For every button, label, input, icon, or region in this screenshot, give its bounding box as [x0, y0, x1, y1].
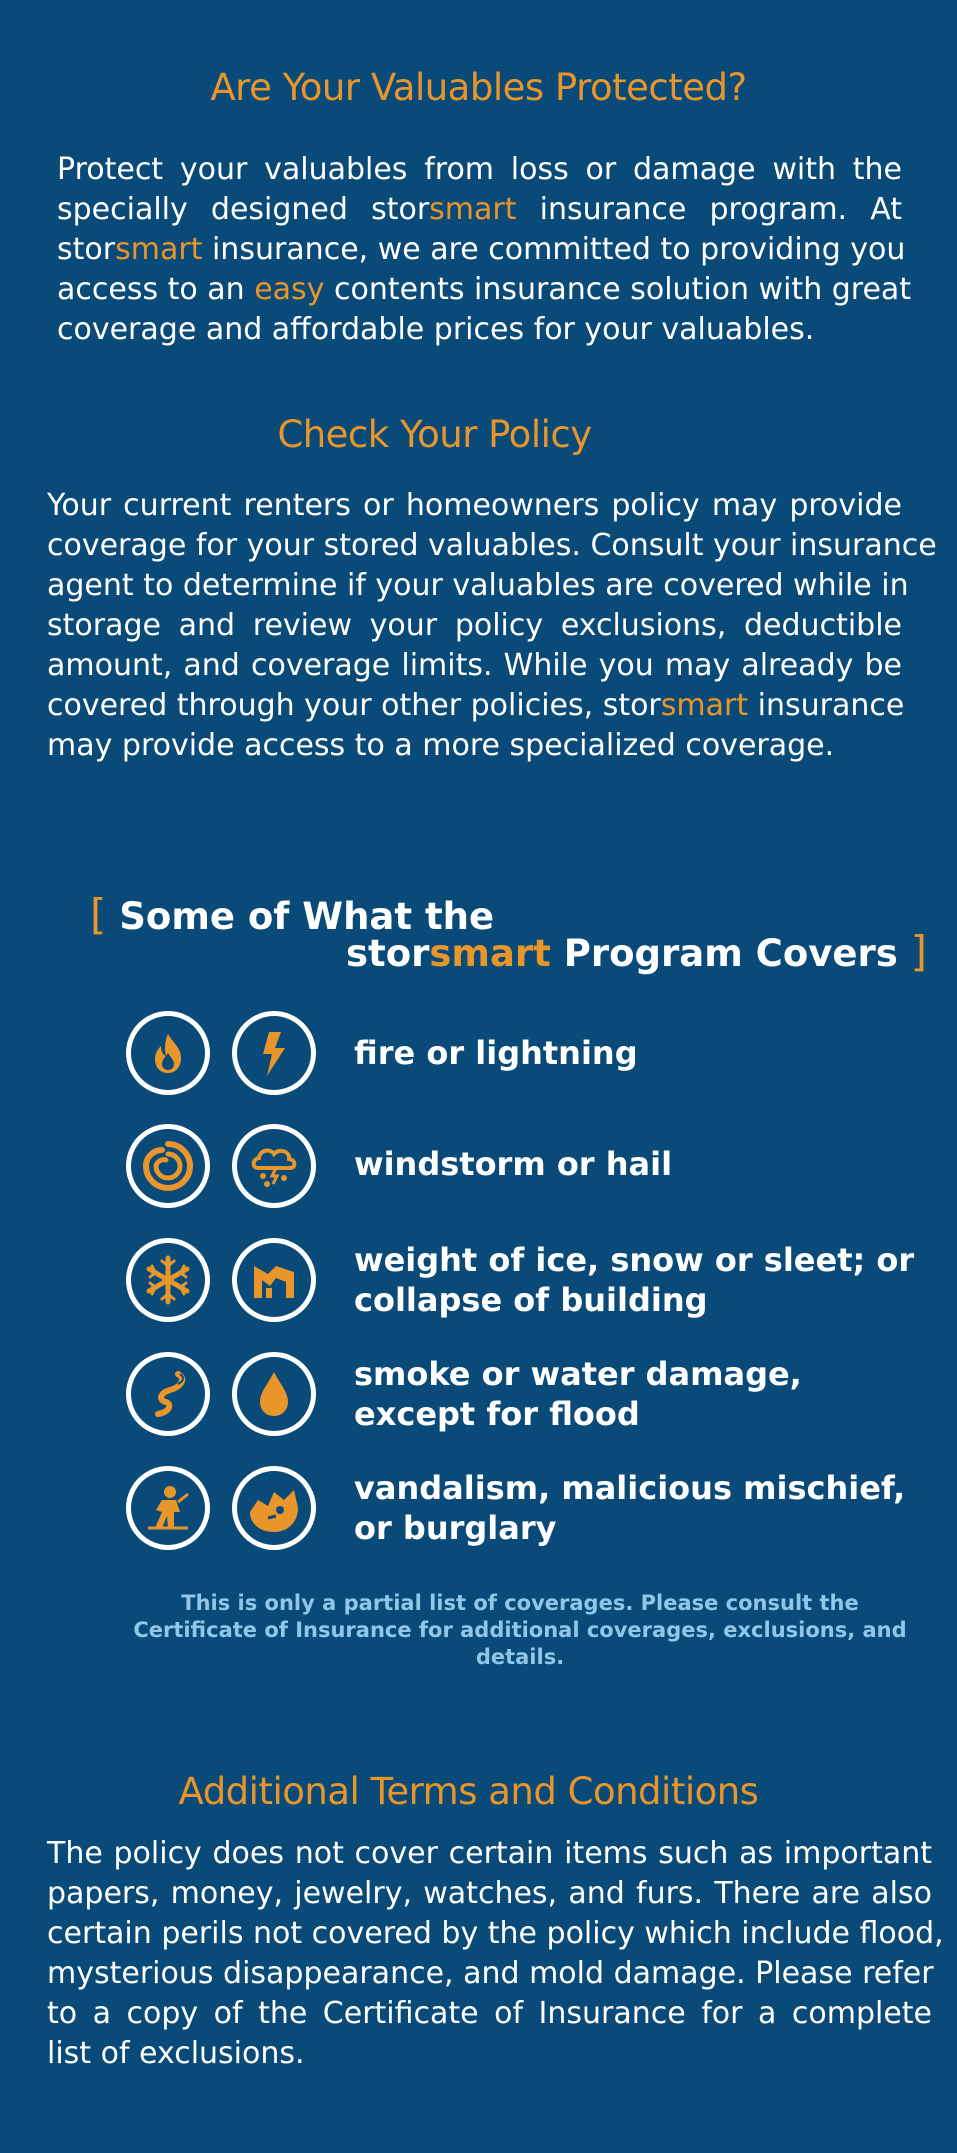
- coverage-text-windstorm: windstorm or hail: [354, 1145, 673, 1183]
- text-run: papers, money, jewelry, watches, and furs. There are also: [47, 1876, 932, 1911]
- coverage-text-smoke-line2: except for flood: [354, 1395, 640, 1433]
- coverage-item-smoke: [126, 1352, 926, 1452]
- text-line: [47, 726, 902, 766]
- vandalism-icon: [232, 1466, 316, 1550]
- coverage-text-ice: [354, 1240, 914, 1320]
- text-line: [47, 526, 937, 566]
- text-run: stor: [57, 232, 116, 267]
- text-run: Protect your valuables from loss or damage with the: [57, 152, 902, 187]
- fire-icon: [126, 1011, 210, 1095]
- text-line: [47, 686, 905, 726]
- highlight-word: smart: [660, 688, 749, 723]
- text-run: amount, and coverage limits. While you may already be: [47, 648, 902, 683]
- open-bracket: [: [90, 890, 107, 939]
- text-line: [47, 486, 902, 526]
- text-run: specially designed stor: [57, 192, 430, 227]
- text-run: access to an: [57, 272, 255, 307]
- highlight-word: smart: [429, 192, 517, 227]
- text-line: [57, 310, 902, 350]
- section-body-additional-terms: [47, 1834, 944, 2074]
- snowflake-icon: [126, 1238, 210, 1322]
- section-body-valuables-protected: [57, 150, 912, 350]
- brand-stor: stor: [346, 932, 430, 975]
- text-run: coverage for your stored valuables. Consult your insurance: [47, 528, 937, 563]
- section-title-additional-terms: Additional Terms and Conditions: [178, 1770, 759, 1813]
- section-title-check-policy: Check Your Policy: [277, 413, 592, 456]
- text-line: [47, 566, 909, 606]
- text-line: [57, 190, 902, 230]
- covers-heading-text: Some of What the: [119, 895, 495, 938]
- text-line: [57, 270, 912, 310]
- text-run: list of exclusions.: [47, 2036, 305, 2071]
- coverage-item-ice: [126, 1238, 926, 1338]
- text-run: agent to determine if your valuables are covered while in: [47, 568, 909, 603]
- text-line: [47, 606, 902, 646]
- coverage-item-windstorm: [126, 1124, 926, 1224]
- highlight-word: smart: [115, 232, 203, 267]
- coverage-text-vandalism-line2: or burglary: [354, 1509, 557, 1547]
- water-drop-icon: [232, 1352, 316, 1436]
- coverage-item-vandalism: [126, 1466, 926, 1566]
- partial-list-note: [90, 1590, 950, 1671]
- text-run: insurance, we are committed to providing you: [202, 232, 906, 267]
- text-line: [47, 1874, 932, 1914]
- covers-heading-line2: [346, 927, 927, 976]
- partial-list-note-line2: Certificate of Insurance for additional coverages, exclusions, and: [133, 1618, 907, 1642]
- text-run: insurance: [748, 688, 905, 723]
- partial-list-note-line3: details.: [475, 1645, 565, 1669]
- section-title-valuables-protected: Are Your Valuables Protected?: [210, 66, 747, 109]
- text-line: [47, 1834, 932, 1874]
- close-bracket: ]: [910, 927, 928, 976]
- text-run: storage and review your policy exclusions, deductible: [47, 608, 902, 643]
- text-line: [47, 646, 902, 686]
- text-line: [47, 1994, 932, 2034]
- text-run: covered through your other policies, stor: [47, 688, 661, 723]
- text-line: [47, 1954, 932, 1994]
- text-run: certain perils not covered by the policy which include flood,: [47, 1916, 944, 1951]
- text-line: [47, 1914, 944, 1954]
- coverage-text-ice-line2: collapse of building: [354, 1281, 708, 1319]
- collapsed-building-icon: [232, 1238, 316, 1322]
- text-run: contents insurance solution with great: [324, 272, 912, 307]
- partial-list-note-line1: This is only a partial list of coverages. Please consult the: [181, 1591, 859, 1615]
- burglar-icon: [126, 1466, 210, 1550]
- text-run: to a copy of the Certificate of Insurance for a complete: [47, 1996, 932, 2031]
- highlight-word: easy: [254, 272, 325, 307]
- brand-smart: smart: [429, 932, 551, 975]
- lightning-icon: [232, 1011, 316, 1095]
- windstorm-icon: [126, 1124, 210, 1208]
- coverage-item-fire: [126, 1011, 926, 1111]
- coverage-text-smoke: [354, 1354, 802, 1434]
- text-run: Your current renters or homeowners policy may provide: [47, 488, 902, 523]
- coverage-text-vandalism: [354, 1468, 905, 1548]
- coverage-text-smoke-line1: smoke or water damage,: [354, 1355, 802, 1393]
- covers-heading-rest: Program Covers: [550, 932, 898, 975]
- text-line: [47, 2034, 932, 2074]
- text-line: [57, 230, 906, 270]
- hail-icon: [232, 1124, 316, 1208]
- text-run: may provide access to a more specialized coverage.: [47, 728, 835, 763]
- text-line: [57, 150, 902, 190]
- text-run: The policy does not cover certain items such as important: [47, 1836, 932, 1871]
- coverage-text-vandalism-line1: vandalism, malicious mischief,: [354, 1469, 906, 1507]
- smoke-icon: [126, 1352, 210, 1436]
- text-run: coverage and affordable prices for your valuables.: [57, 312, 815, 347]
- coverage-text-fire: fire or lightning: [354, 1034, 638, 1072]
- section-body-check-policy: [47, 486, 937, 766]
- coverage-text-ice-line1: weight of ice, snow or sleet; or: [354, 1241, 915, 1279]
- text-run: insurance program. At: [516, 192, 902, 227]
- text-run: mysterious disappearance, and mold damage. Please refer: [47, 1956, 934, 1991]
